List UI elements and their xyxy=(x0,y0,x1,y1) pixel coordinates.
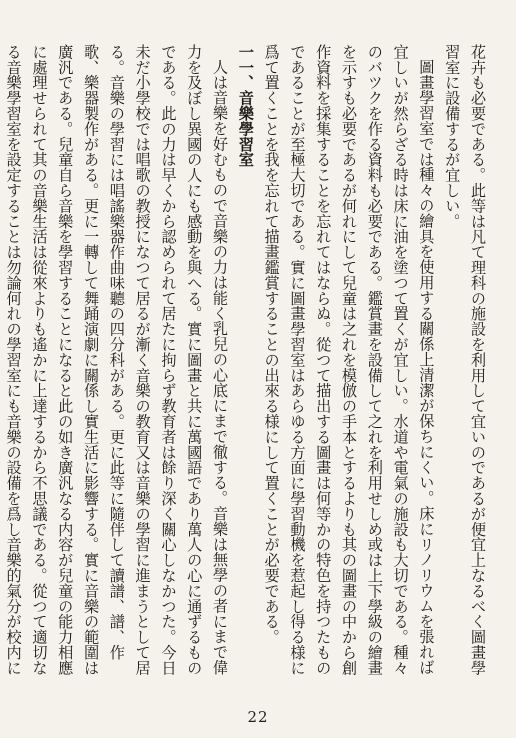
section-number: 一一、 xyxy=(236,44,255,91)
section-title: 音樂學習室 xyxy=(236,90,255,168)
page-number: 22 xyxy=(247,708,269,726)
section-heading xyxy=(232,44,258,684)
vertical-text-body xyxy=(4,44,490,684)
paragraph: 花卉も必要である。此等は凡て理科の施設を利用して宜いのであるが便宜上なるべく圖畫學習室に設備するが宜しい。 xyxy=(443,44,487,676)
paragraph: 圖畫學習室では種々の繪具を使用する關係上清潔が保ちにくい。床にリノリウムを張れば宜しいが然らざる時は床に油を塗つて置くが宜しい。水道や電氣の施設も大切である。種々のバツクを作る資料も必要である。鑑賞畫を設備して之れを利用せしめ或は上下學級の繪畫を示すも必要であるが何れにして兒童は之れを模倣の手本とするよりも其の圖畫の中から創作資料を採集することを忘れてはならぬ。從つて描出する圖畫は何等かの特色を持つたものであることが至極大切である。實に圖畫學習室はあらゆる方面に學習動機を惹起し得る様に爲て置くことを我を忘れて描畫鑑賞することの出來る様にして置くことが必要である。 xyxy=(262,44,436,676)
paragraph: 人は音樂を好むもので音樂の力は能く乳兒の心底にまで徹する。音樂は無學の者にまで偉力を及ぼし異國の人にも感動を與へる。實に圖畫と共に萬國語であり萬人の心に通ずるものである。此の力は早くから認められて居たに拘らず教育者は餘り深く關心しなかつた。今日未だ小學校では唱歌の教授になつて居るが漸く音樂の教育又は音樂の學習に進まうとして居る。音樂の學習には唱謠樂器作曲味聽の四分科がある。更に此等に隨伴して讀譜、譜、作歌、樂器製作がある。更に一轉して舞踊演劇に關係し實生活に影響する。實に音樂の範圍は廣汎である。兒童自ら音樂を學習することになると此の如き廣汎なる内容が兒童の能力相應に處理せられて其の音樂生活は從來よりも遙かに上達するから不思議である。從つて適切なる音樂學習室を設定することは勿論何れの學習室にも音樂の設備を爲し音樂的氣分が校内に xyxy=(4,44,230,676)
